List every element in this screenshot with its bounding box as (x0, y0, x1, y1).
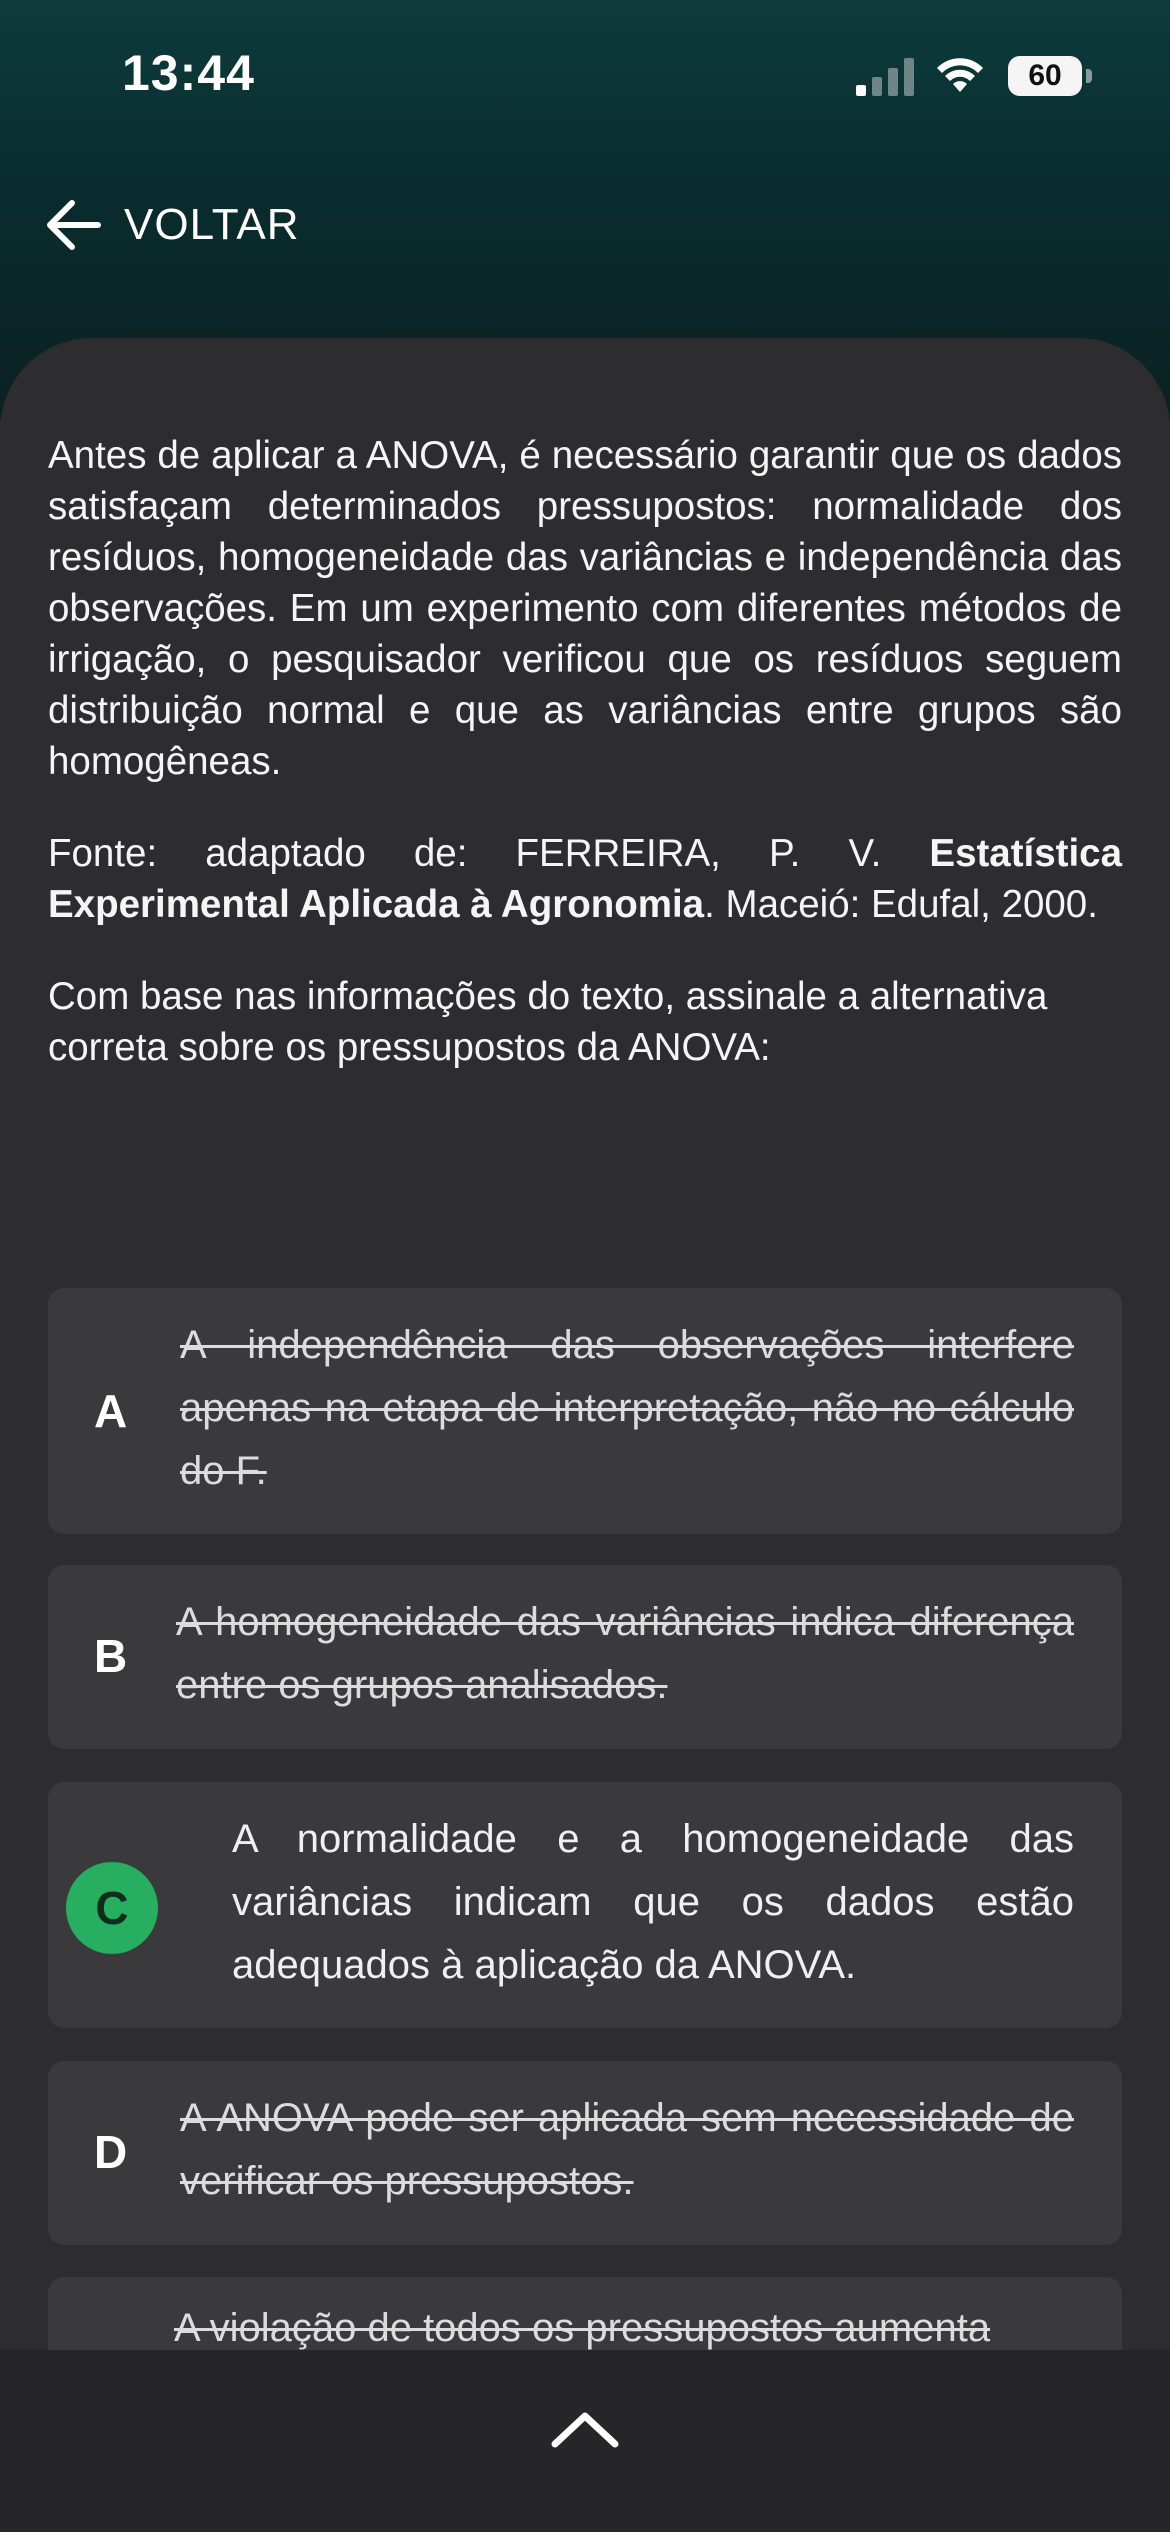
bottom-bar (0, 2350, 1170, 2532)
question-prompt: Com base nas informações do texto, assinale a alternativa correta sobre os pressupostos da ANOVA: (48, 975, 1048, 1069)
back-button[interactable] (44, 190, 300, 260)
option-c[interactable] (48, 1782, 1122, 2028)
wifi-icon (935, 54, 985, 94)
option-d[interactable] (48, 2061, 1122, 2245)
option-text: A violação de todos os pressupostos aumenta (174, 2306, 991, 2350)
cellular-signal-icon (856, 58, 916, 96)
back-label: VOLTAR (124, 200, 300, 249)
option-b[interactable] (48, 1565, 1122, 1749)
source-title: Estatística Experimental Aplicada à Agronomia (48, 832, 1122, 926)
option-letter: B (94, 1630, 128, 1682)
correct-answer-badge: C (66, 1862, 158, 1954)
source-suffix: . Maceió: Edufal, 2000. (704, 883, 1098, 926)
battery-level: 60 (1008, 56, 1082, 96)
question-paragraph: Antes de aplicar a ANOVA, é necessário garantir que os dados satisfaçam determinados pressupostos: normalidade dos resíduos, homogeneidade das variâncias e independência das observações. Em um experimento com diferentes métodos de irrigação, o pesquisador verificou que os resíduos seguem distribuição normal e que as variâncias entre grupos são homogêneas. (48, 434, 1122, 783)
source-prefix: Fonte: adaptado de: FERREIRA, P. V. (48, 832, 930, 875)
option-text: A ANOVA pode ser aplicada sem necessidade de verificar os pressupostos. (180, 2096, 1074, 2203)
option-letter: A (94, 1385, 128, 1437)
option-a[interactable] (48, 1288, 1122, 1534)
chevron-up-icon[interactable] (545, 2400, 625, 2460)
option-letter: D (94, 2126, 128, 2178)
question-source (48, 828, 1122, 930)
arrow-left-icon (44, 199, 102, 251)
battery-nub (1086, 69, 1092, 83)
option-text: A independência das observações interfere apenas na etapa de interpretação, não no cálculo do F. (180, 1323, 1074, 1493)
option-text: A homogeneidade das variâncias indica diferença entre os grupos analisados. (176, 1600, 1074, 1707)
status-bar (0, 0, 1170, 150)
status-time: 13:44 (122, 45, 255, 101)
question-text (48, 430, 1122, 1114)
battery-icon (1008, 56, 1094, 96)
option-text: A normalidade e a homogeneidade das variâncias indicam que os dados estão adequados à aplicação da ANOVA. (232, 1817, 1074, 1987)
